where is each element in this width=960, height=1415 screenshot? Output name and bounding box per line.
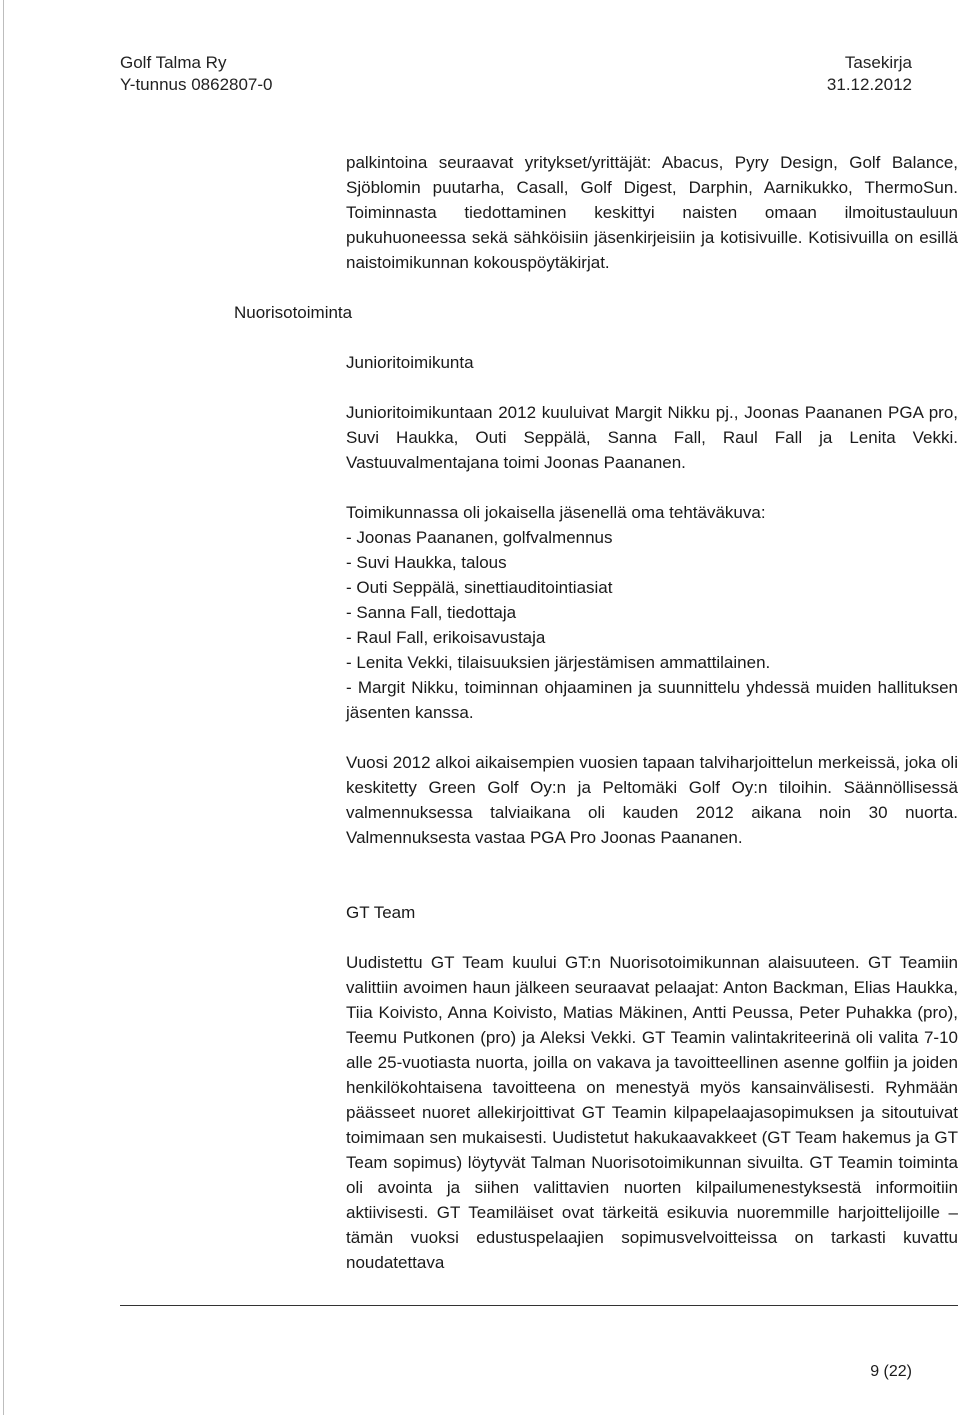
roles-block [346, 500, 958, 725]
role-item: - Outi Seppälä, sinettiauditointiasiat [346, 578, 613, 597]
roles-intro: Toimikunnassa oli jokaisella jäsenellä oma tehtäväkuva: [346, 503, 766, 522]
training-paragraph: Vuosi 2012 alkoi aikaisempien vuosien tapaan talviharjoittelun merkeissä, joka oli keskitetty Green Golf Oy:n ja Peltomäki Golf Oy:n tiloihin. Säännöllisessä valmennuksessa talviaikana oli kauden 2012 aikana noin 30 nuorta. Valmennuksesta vastaa PGA Pro Joonas Paananen. [346, 753, 958, 847]
section-heading-youth: Nuorisotoiminta [234, 303, 353, 322]
junior-committee-heading: Junioritoimikunta [346, 353, 474, 372]
role-item: - Sanna Fall, tiedottaja [346, 603, 517, 622]
org-name: Golf Talma Ry [120, 53, 227, 72]
footer-rule [120, 1305, 958, 1306]
business-id: Y-tunnus 0862807-0 [120, 75, 273, 94]
role-item: - Suvi Haukka, talous [346, 553, 507, 572]
gt-team-heading: GT Team [346, 903, 416, 922]
header-right [827, 52, 912, 96]
junior-members-paragraph: Junioritoimikuntaan 2012 kuuluivat Margit Nikku pj., Joonas Paananen PGA pro, Suvi Haukka, Outi Seppälä, Sanna Fall, Raul Fall ja Lenita Vekki. Vastuuvalmentajana toimi Joonas Paananen. [346, 403, 958, 472]
intro-paragraph: palkintoina seuraavat yritykset/yrittäjät: Abacus, Pyry Design, Golf Balance, Sjöblomin puutarha, Casall, Golf Digest, Darphin, Aarnikukko, ThermoSun. Toiminnasta tiedottaminen keskittyi naisten omaan ilmoitustauluun pukuhuoneessa sekä sähköisiin jäsenkirjeisiin ja kotisivuille. Kotisivuilla on esillä naistoimikunnan kokouspöytäkirjat. [346, 153, 958, 272]
role-item-last: - Margit Nikku, toiminnan ohjaaminen ja suunnittelu yhdessä muiden hallituksen jäsenten kanssa. [346, 678, 958, 722]
doc-type: Tasekirja [844, 53, 912, 72]
role-item: - Raul Fall, erikoisavustaja [346, 628, 546, 647]
role-item: - Joonas Paananen, golfvalmennus [346, 528, 613, 547]
scan-edge-line [3, 0, 4, 1415]
page-number: 9 (22) [870, 1363, 912, 1380]
header-left [120, 52, 273, 96]
role-item: - Lenita Vekki, tilaisuuksien järjestämisen ammattilainen. [346, 653, 771, 672]
gt-team-paragraph: Uudistettu GT Team kuului GT:n Nuorisotoimikunnan alaisuuteen. GT Teamiin valittiin avoimen haun jälkeen seuraavat pelaajat: Anton Backman, Elias Haukka, Tiia Koivisto, Anna Koivisto, Matias Mäkinen, Antti Peussa, Peter Puhakka (pro), Teemu Putkonen (pro) ja Aleksi Vekki. GT Teamin valintakriteerinä oli valita 7-10 alle 25-vuotiasta nuorta, joilla on vakava ja tavoitteellinen asenne golfiin ja joiden henkilökohtaisena tavoitteena on menestyä myös kansainvälisesti. Ryhmään päässeet nuoret allekirjoittivat GT Teamin kilpapelaajasopimuksen ja sitoutuivat toimimaan sen mukaisesti. Uudistetut hakukaavakkeet (GT Team hakemus ja GT Team sopimus) löytyvät Talman Nuorisotoimikunnan sivuilta. GT Teamin toiminta oli avointa ja siihen valittavien nuorten kilpailumenestyksestä informoitiin aktiivisesti. GT Teamiläiset ovat tärkeitä esikuvia nuoremmille harjoittelijoille – tämän vuoksi edustuspelaajien sopimusvelvoitteissa on tarkasti kuvattu noudatettava [346, 953, 958, 1272]
doc-date: 31.12.2012 [826, 75, 912, 94]
